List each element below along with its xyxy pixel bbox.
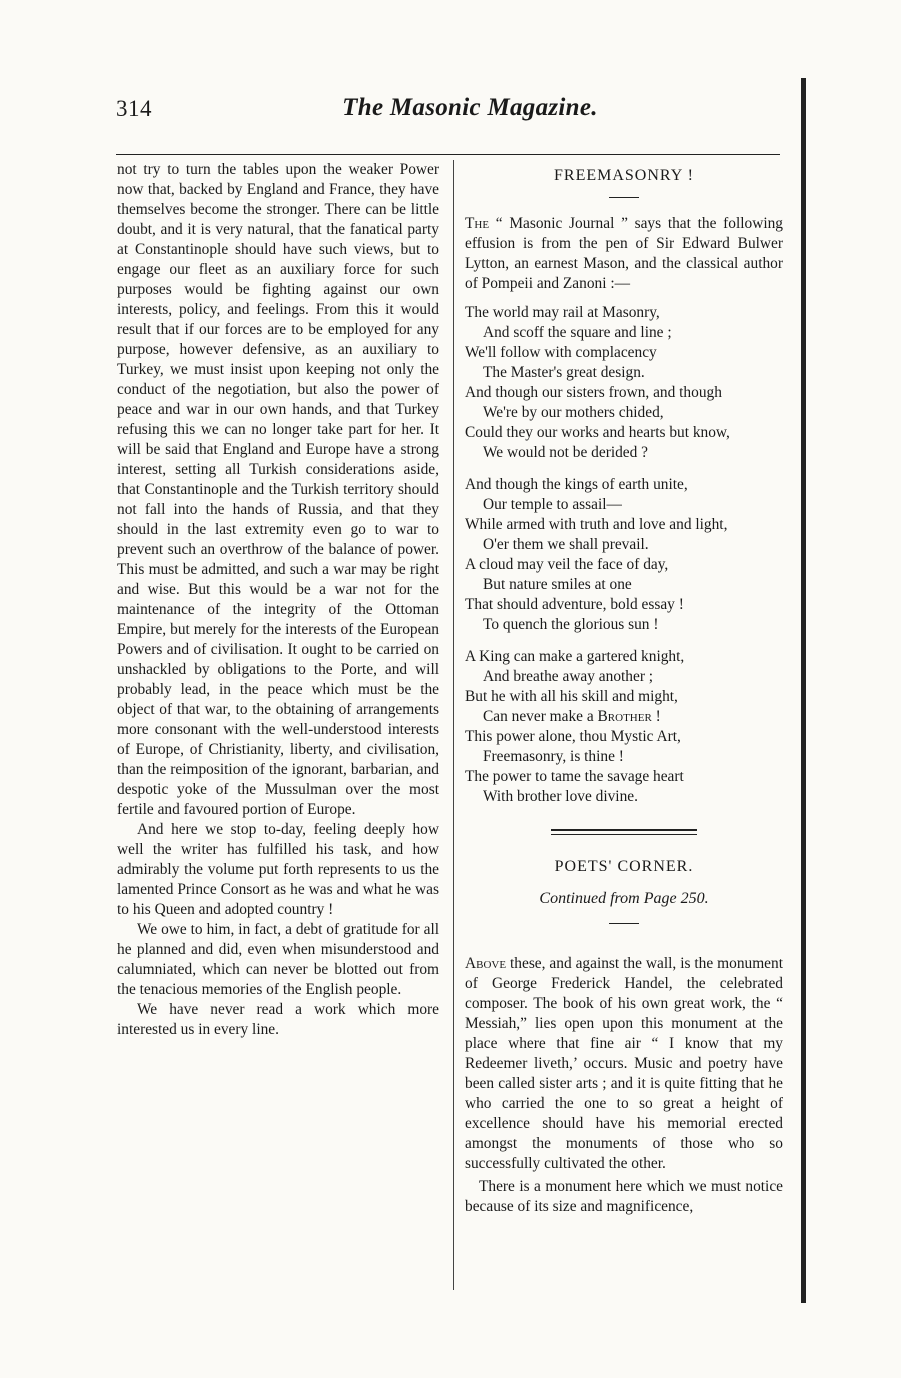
poem-stanza-2: [465, 475, 783, 635]
poem-line: With brother love divine.: [483, 788, 638, 805]
para-first-word: Above: [465, 955, 507, 972]
section-double-rule: [551, 829, 697, 835]
poem-line: We're by our mothers chided,: [483, 404, 664, 421]
poets-corner-paragraph-1: [465, 954, 783, 1174]
poem-line: Could they our works and hearts but know,: [465, 424, 730, 441]
freemasonry-intro: [465, 214, 783, 294]
poem-line: O'er them we shall prevail.: [483, 536, 649, 553]
poem-line: This power alone, thou Mystic Art,: [465, 728, 681, 745]
intro-text: “ Masonic Journal ” says that the following effusion is from the pen of Sir Edward Bulwer Lytton, an earnest Mason, and the classical author of Pompeii and Zanoni :—: [465, 215, 783, 292]
poem-line: The power to tame the savage heart: [465, 768, 684, 785]
intro-first-word: The: [465, 215, 490, 232]
poem-line: And though our sisters frown, and though: [465, 384, 722, 401]
left-column: [117, 160, 439, 1040]
poem-line: That should adventure, bold essay !: [465, 596, 684, 613]
continued-note: Continued from Page 250.: [539, 890, 709, 907]
poem-line: To quench the glorious sun !: [483, 616, 659, 633]
poem-line: We'll follow with complacency: [465, 344, 657, 361]
poem-stanza-1: [465, 303, 783, 463]
left-paragraph-3: We owe to him, in fact, a debt of gratitude for all he planned and did, even when misunderstood and calumniated, which can never be blotted out from the tenacious memories of the English people.: [117, 921, 439, 998]
poem-line: The Master's great design.: [483, 364, 645, 381]
running-head-title: The Masonic Magazine.: [342, 94, 598, 121]
poem-line: The world may rail at Masonry,: [465, 304, 660, 321]
poem-line: While armed with truth and love and light,: [465, 516, 728, 533]
poets-corner-title: POETS' CORNER.: [554, 858, 694, 875]
section-rule: [609, 197, 639, 198]
poem-line: But he with all his skill and might,: [465, 688, 678, 705]
freemasonry-title: FREEMASONRY !: [554, 167, 694, 184]
right-column: [465, 166, 783, 1217]
header-rule: [116, 154, 780, 155]
poem-line: Our temple to assail—: [483, 496, 622, 513]
left-paragraph-2: And here we stop to-day, feeling deeply how well the writer has fulfilled his task, and how admirably the volume put forth represents to us the lamented Prince Consort as he was and what he was to his Queen and adopted country !: [117, 821, 439, 918]
poem-stanza-3: [465, 647, 783, 807]
poem-line: And breathe away another ;: [483, 668, 654, 685]
poets-corner-paragraph-2: There is a monument here which we must notice because of its size and magnificence,: [465, 1178, 783, 1215]
page-edge-mark: [801, 78, 806, 1303]
double-rule-thick: [551, 829, 697, 831]
left-paragraph-1: not try to turn the tables upon the weaker Power now that, backed by England and France, they have themselves become the stronger. There can be little doubt, and it is very natural, that the fanatical party at Constantinople should have such views, but to engage our fleet as an auxiliary force for such purposes would be fighting against our own interests, policy, and feelings. From this it would result that if our forces are to be employed for any purpose, however defensive, as an auxiliary to Turkey, we must insist upon keeping not only the conduct of the negotiation, but also the power of peace and war in our own hands, and that Turkey refusing this we can no longer take part for her. It will be said that England and Europe have a strong interest, setting all Turkish considerations aside, that Constantinople and the Turkish territory should not fall into the hands of Russia, and that they should in the last extremity even go to war to prevent such an overthrow of the balance of power. This must be admitted, and such a war may be right and wise. But this would be a war not for the maintenance of the integrity of the Ottoman Empire, but merely for the interests of the European Powers and of civilisation. It ought to be carried on unshackled by obligations to the Porte, and will probably lead, in the peace which must be the object of that war, to the obtaining of arrangements more consonant with the well-understood interests of Europe, of Christianity, liberty, and civilisation, than the reimposition of the ignorant, barbarian, and despotic yoke of the Mussulman over the most fertile and favoured portion of Europe.: [117, 161, 439, 818]
poem-line: A cloud may veil the face of day,: [465, 556, 669, 573]
poem-line-brother: [465, 707, 783, 727]
poem-line: And scoff the square and line ;: [483, 324, 672, 341]
brother-word: Brother: [597, 708, 652, 725]
poem-line: Freemasonry, is thine !: [483, 748, 624, 765]
section-rule: [609, 923, 639, 924]
left-paragraph-4: We have never read a work which more interested us in every line.: [117, 1001, 439, 1038]
brother-line-suffix: !: [651, 708, 661, 725]
poem-line: We would not be derided ?: [483, 444, 649, 461]
poem-line: But nature smiles at one: [483, 576, 632, 593]
poem-line: And though the kings of earth unite,: [465, 476, 688, 493]
double-rule-thin: [551, 834, 697, 835]
brother-line-prefix: Can never make a: [483, 708, 598, 725]
column-divider: [453, 160, 454, 1290]
para-text: these, and against the wall, is the monument of George Frederick Handel, the celebrated composer. The book of his own great work, the “ Messiah,” lies open upon this monument at the place where that fine air “ I know that my Redeemer liveth,’ occurs. Music and poetry have been called sister arts ; and it is quite fitting that he who carried the one to so great a height of excellence should have his memorial erected amongst the monuments of those who so successfully cultivated the other.: [465, 955, 783, 1172]
page-number: 314: [116, 96, 152, 121]
poem-line: A King can make a gartered knight,: [465, 648, 685, 665]
